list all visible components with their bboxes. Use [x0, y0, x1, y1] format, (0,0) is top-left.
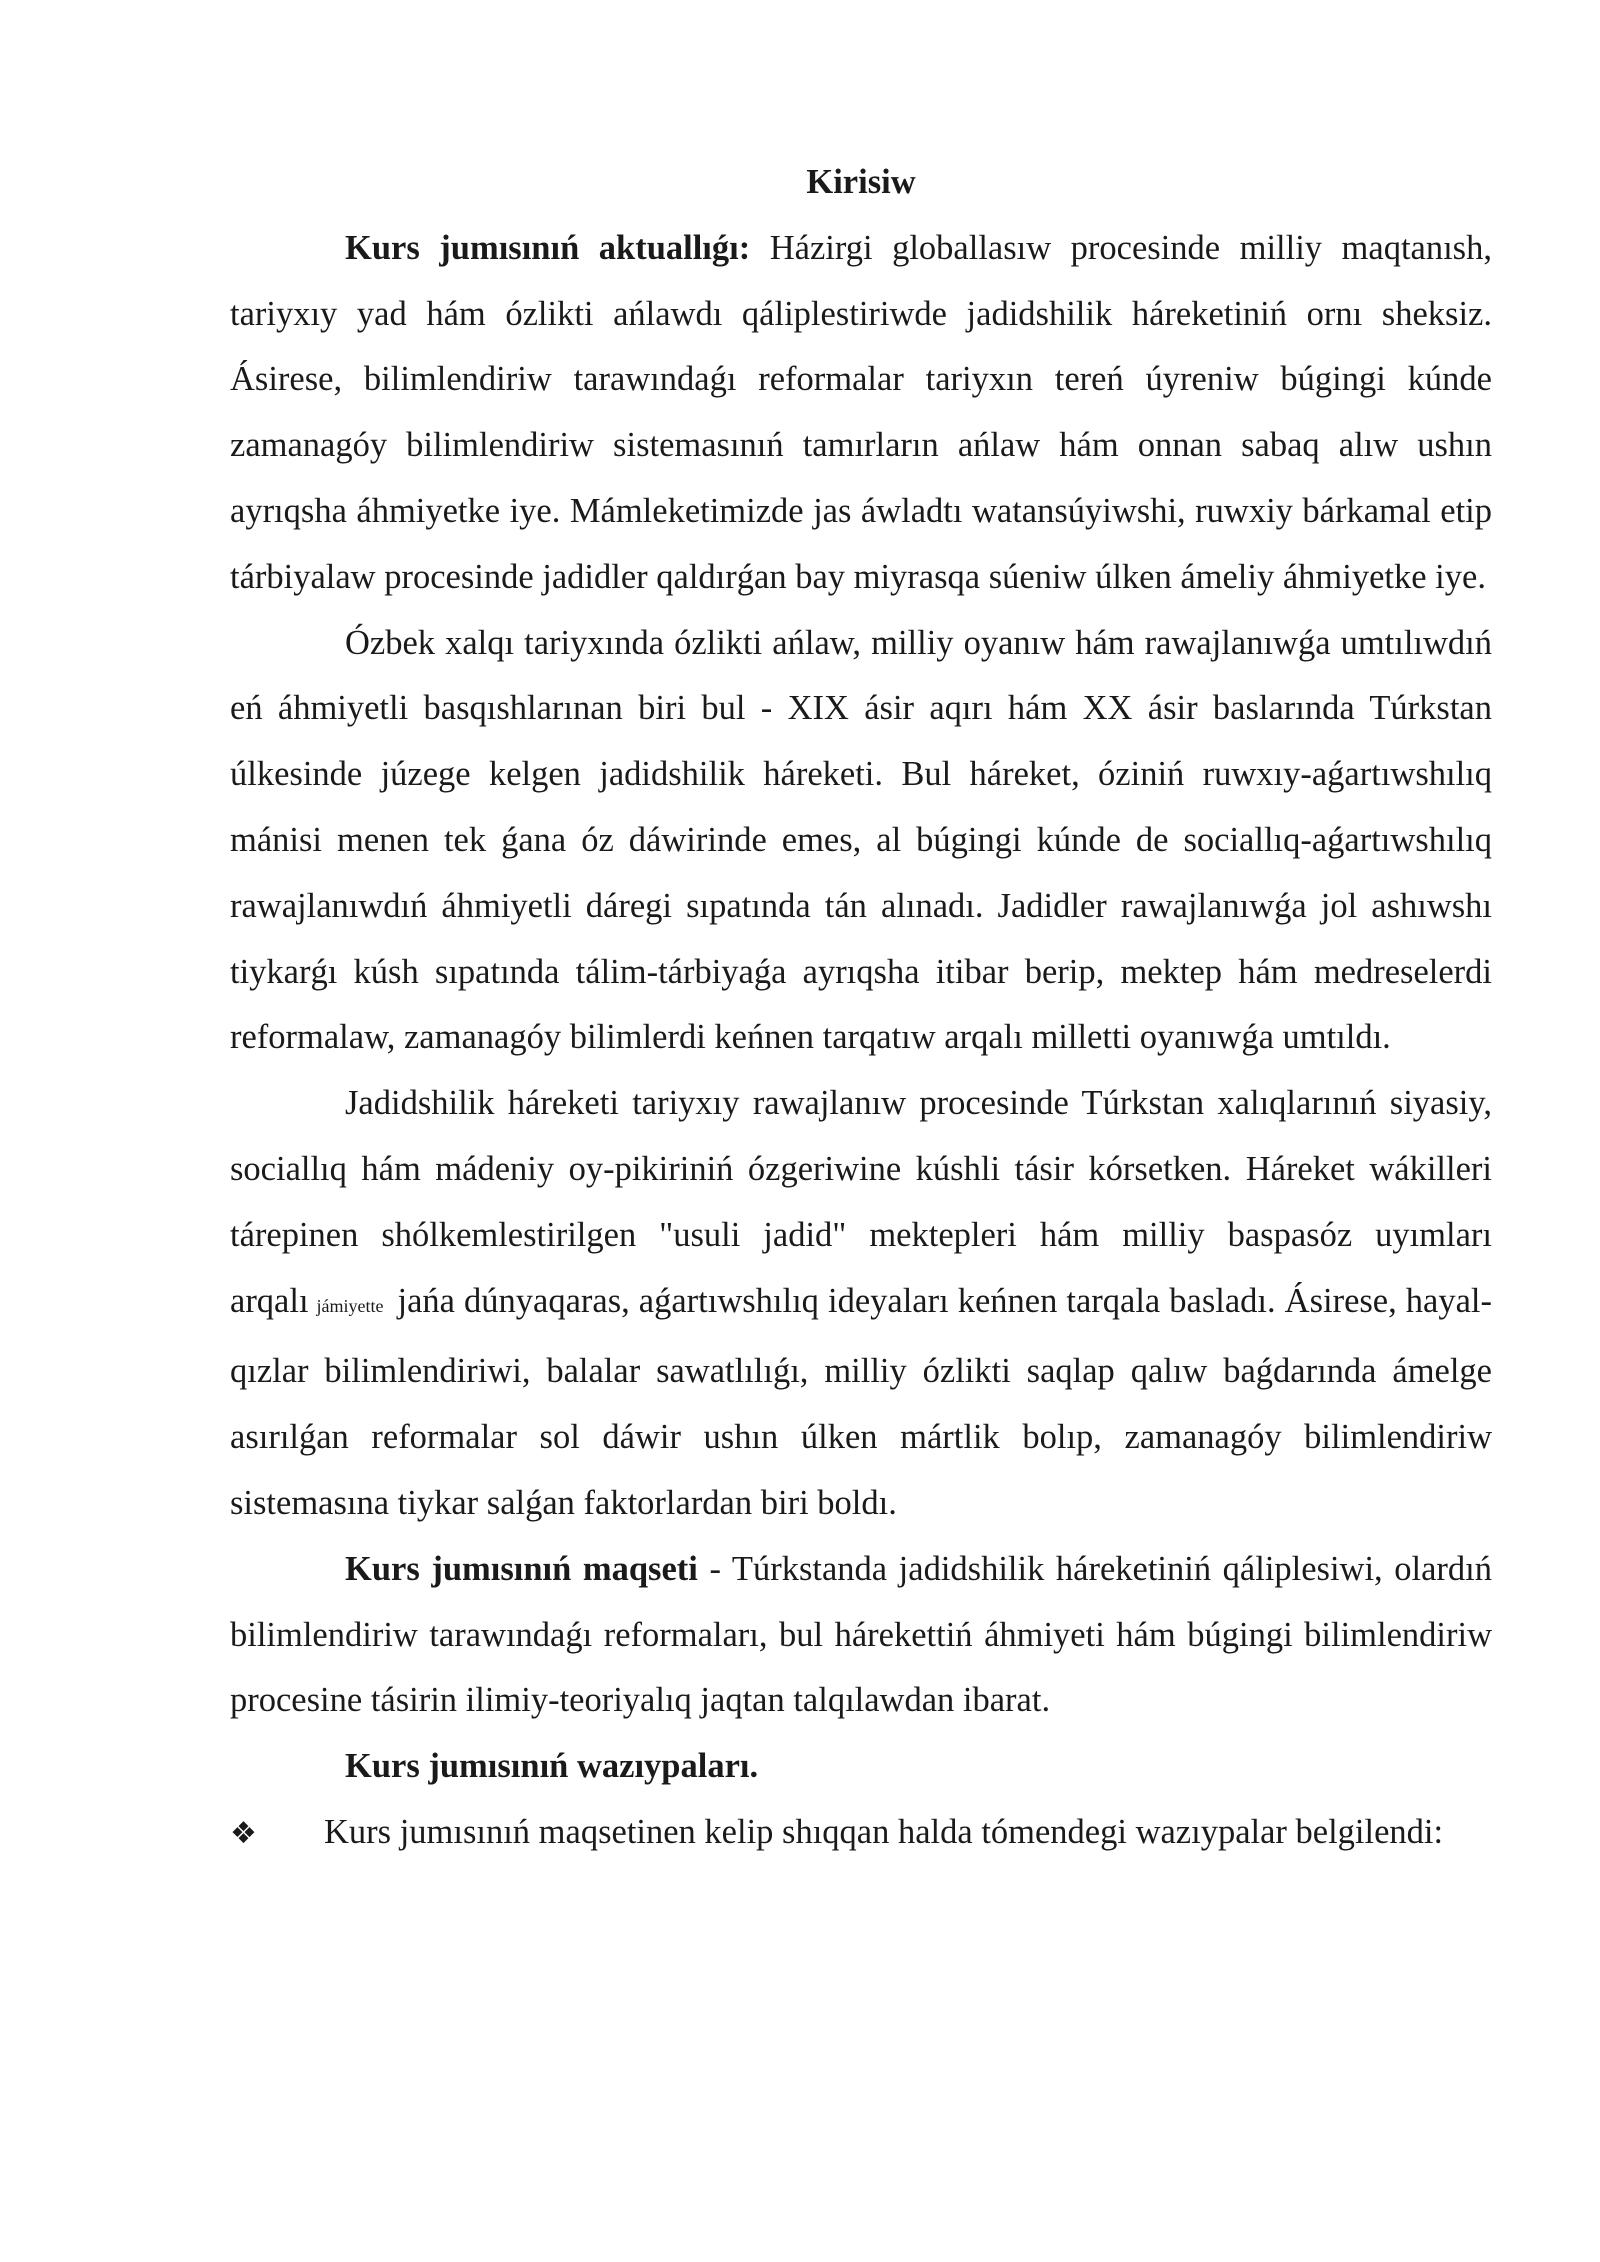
bullet-item — [230, 1800, 1492, 1867]
paragraph-influence — [230, 1071, 1492, 1537]
paragraph-goal — [230, 1537, 1492, 1734]
diamond-bullet-icon: ❖ — [230, 1815, 257, 1851]
tasks-heading: Kurs jumısınıń wazıypaları. — [345, 1747, 759, 1786]
document-page — [230, 150, 1492, 1867]
small-inline-word: jámiyette — [316, 1295, 384, 1316]
influence-text-before: Jadidshilik háreketi tariyxıy rawajlanıw procesinde Túrkstan xalıqlarınıń siyasiy, sociallıq hám mádeniy oy-pikiriniń ózgeriwine kúshli tásir kórsetken. Háreket wákilleri tárepinen shólkemlestirilgen "usuli jadid" mektepleri hám milliy baspasóz uyımları arqalı — [230, 1084, 1492, 1320]
actuality-text: Házirgi globallasıw procesinde milliy maqtanısh, tariyxıy yad hám ózlikti ańlawdı qáliplestiriwde jadidshilik háreketiniń ornı sheksiz. Ásirese, bilimlendiriw tarawındaǵı reformalar tariyxın tereń úyreniw búgingi kúnde zamanagóy bilimlendiriw sistemasınıń tamırların ańlaw hám onnan sabaq alıw ushın ayrıqsha áhmiyetke iye. Mámleketimizde jas áwladtı watansúyiwshi, ruwxiy bárkamal etip tárbiyalaw procesinde jadidler qaldırǵan bay miyrasqa súeniw úlken ámeliy áhmiyetke iye. — [230, 228, 1492, 596]
paragraph-history: Ózbek xalqı tariyxında ózlikti ańlaw, milliy oyanıw hám rawajlanıwǵa umtılıwdıń eń áhmiyetli basqıshlarınan biri bul - XIX ásir aqırı hám XX ásir baslarında Túrkstan úlkesinde júzege kelgen jadidshilik háreketi. Bul háreket, óziniń ruwxıy-aǵartıwshılıq mánisi menen tek ǵana óz dáwirinde emes, al búgingi kúnde de sociallıq-aǵartıwshılıq rawajlanıwdıń áhmiyetli dáregi sıpatında tán alınadı. Jadidler rawajlanıwǵa jol ashıwshı tiykarǵı kúsh sıpatında tálim-tárbiyaǵa ayrıqsha itibar berip, mektep hám medreselerdi reformalaw, zamanagóy bilimlerdi keńnen tarqatıw arqalı milletti oyanıwǵa umtıldı. — [230, 623, 1492, 1057]
influence-text-after: jańa dúnyaqaras, aǵartıwshılıq ideyaları keńnen tarqala basladı. Ásirese, hayal-qızlar bilimlendiriwi, balalar sawatlılıǵı, milliy ózlikti saqlap qalıw baǵdarında ámelge asırılǵan reformalar sol dáwir ushın úlken mártlik bolıp, zamanagóy bilimlendiriw sistemasına tiykar salǵan faktorlardan biri boldı. — [230, 1281, 1492, 1522]
bullet-item-text: Kurs jumısınıń maqsetinen kelip shıqqan halda tómendegi wazıypalar belgilendi: — [324, 1812, 1444, 1851]
paragraph-actuality — [230, 216, 1492, 611]
goal-text: - Túrkstanda jadidshilik háreketiniń qáliplesiwi, olardıń bilimlendiriw tarawındaǵı reformaları, bul hárekettiń áhmiyeti hám búgingi bilimlendiriw procesine tásirin ilimiy-teoriyalıq jaqtan talqılawdan ibarat. — [230, 1549, 1492, 1720]
page-title: Kirisiw — [806, 163, 916, 201]
goal-heading: Kurs jumısınıń maqseti — [345, 1549, 698, 1588]
actuality-heading: Kurs jumısınıń aktuallıǵı: — [345, 228, 751, 267]
